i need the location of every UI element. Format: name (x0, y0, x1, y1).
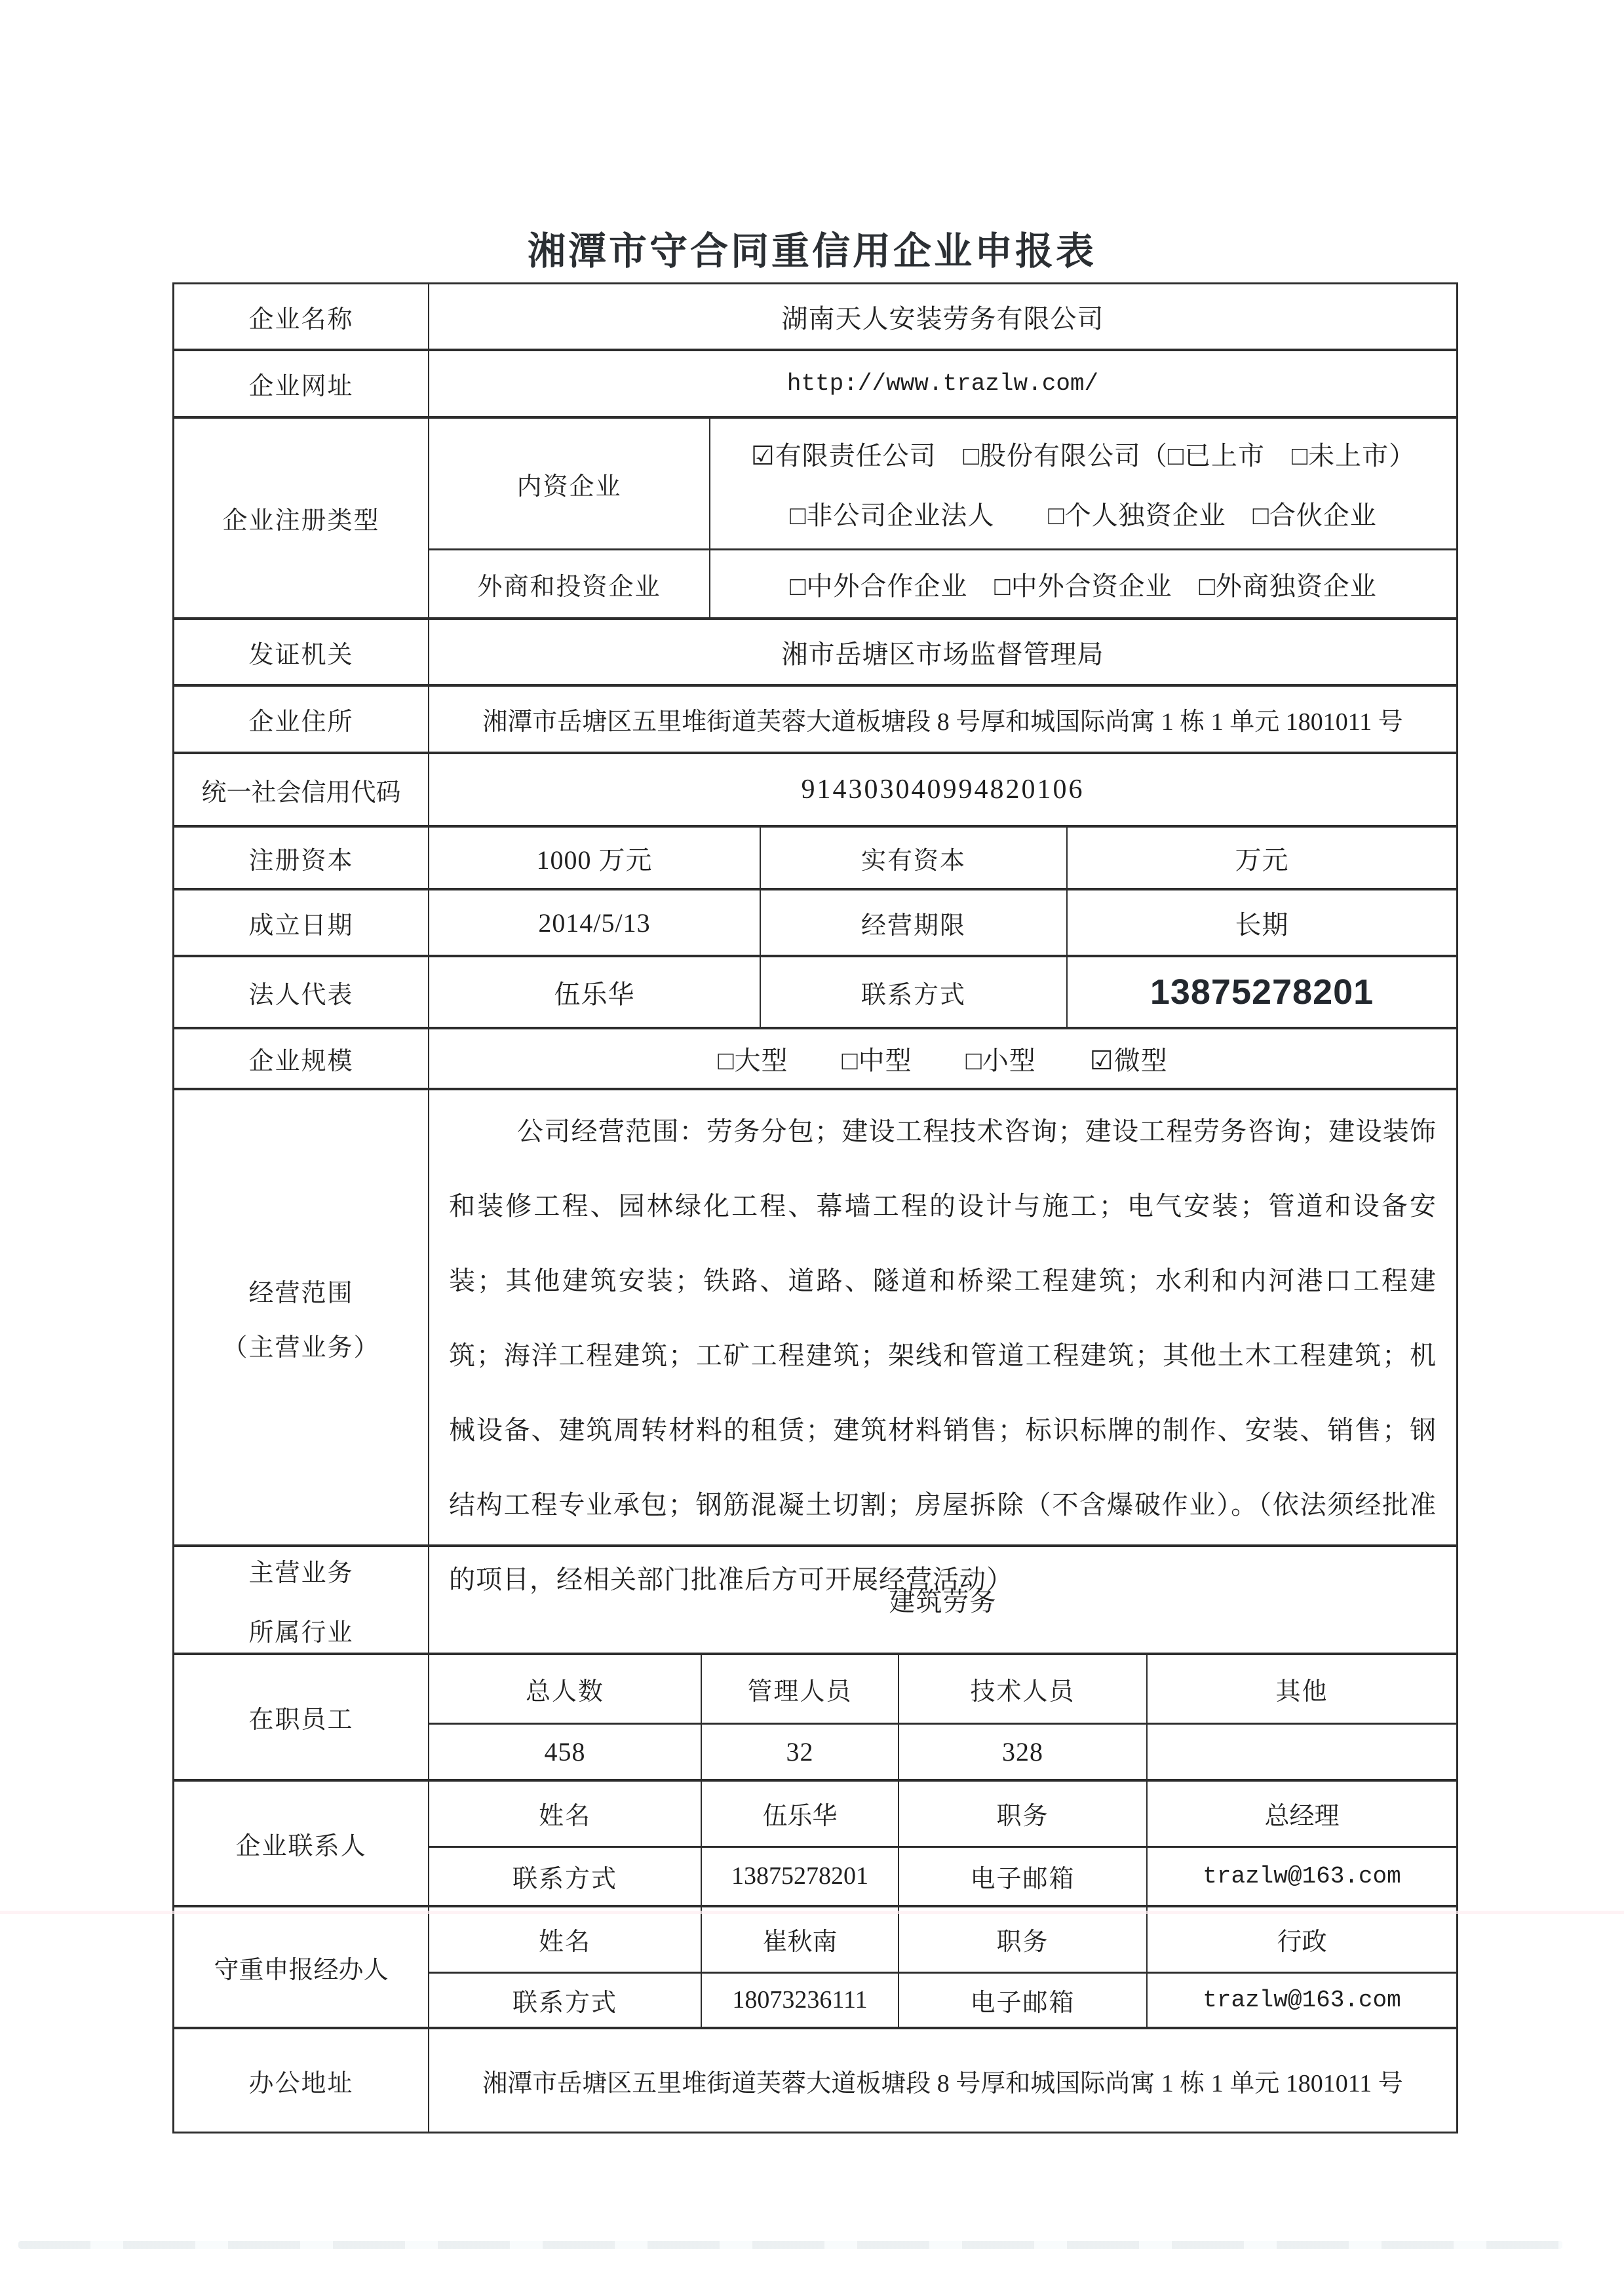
row-company-contact (174, 1782, 1456, 1907)
legal-rep-contact-label: 联系方式 (761, 957, 1068, 1027)
declaration-handler-subtable (429, 1907, 1456, 2027)
industry-value: 建筑劳务 (889, 1587, 997, 1617)
row-declaration-handler (174, 1907, 1456, 2029)
declaration-handler-label: 守重申报经办人 (174, 1907, 429, 2027)
company-scale-options: □大型 □中型 □小型 ☑微型 (718, 1046, 1168, 1075)
industry-label-line2: 所属行业 (248, 1618, 354, 1647)
company-address-label: 企业住所 (174, 687, 429, 752)
registration-domestic-row (429, 419, 1456, 550)
contact-title-value: 总经理 (1264, 1803, 1340, 1831)
legal-rep-contact-value: 13875278201 (1150, 972, 1374, 1012)
handler-title-value: 行政 (1277, 1928, 1327, 1957)
company-contact-name-row (429, 1782, 1456, 1848)
company-name-value: 湖南天人安装劳务有限公司 (781, 303, 1104, 334)
employees-technical-header: 技术人员 (899, 1655, 1148, 1723)
row-employees (174, 1655, 1456, 1782)
employees-label: 在职员工 (174, 1655, 429, 1779)
form-title: 湘潭市守合同重信用企业申报表 (527, 230, 1096, 273)
domestic-enterprise-label: 内资企业 (429, 419, 710, 548)
contact-name-value: 伍乐华 (702, 1782, 899, 1846)
handler-email-value: trazlw@163.com (1203, 1986, 1401, 2014)
business-scope-text: 公司经营范围：劳务分包；建设工程技术咨询；建设工程劳务咨询；建设装饰和装修工程、园林绿化工程、幕墙工程的设计与施工；电气安装；管道和设备安装；其他建筑安装；铁路、道路、隧道和桥梁工程建筑；水利和内河港口工程建筑；海洋工程建筑；工矿工程建筑；架线和管道工程建筑；其他土木工程建筑；机械设备、建筑周转材料的租赁；建筑材料销售；标识标牌的制作、安装、销售；钢结构工程专业承包；钢筋混凝土切割；房屋拆除（不含爆破作业）。（依法须经批准的项目，经相关部门批准后方可开展经营活动） (449, 1117, 1437, 1594)
row-website (174, 351, 1456, 419)
company-name-label: 企业名称 (174, 284, 429, 349)
employees-total-header: 总人数 (429, 1655, 702, 1723)
row-company-address (174, 687, 1456, 754)
foreign-enterprise-label: 外商和投资企业 (429, 550, 710, 617)
row-credit-code (174, 754, 1456, 828)
registration-foreign-row (429, 550, 1456, 617)
handler-title-label: 职务 (899, 1907, 1148, 1972)
employees-technical-value: 328 (899, 1725, 1148, 1779)
business-scope-text-cell (429, 1090, 1456, 1594)
company-address-value: 湘潭市岳塘区五里堆街道芙蓉大道板塘段 8 号厚和城国际尚寓 1 栋 1 单元 1801011 号 (482, 708, 1403, 736)
foreign-options-line: □中外合作企业 □中外合资企业 □外商独资企业 (790, 571, 1377, 601)
registered-capital-value: 1000 万元 (429, 828, 761, 888)
row-business-scope (174, 1090, 1456, 1594)
employees-subtable (429, 1655, 1456, 1779)
handler-name-value: 崔秋南 (702, 1907, 899, 1972)
credit-code-label: 统一社会信用代码 (174, 754, 429, 825)
row-company-scale (174, 1029, 1456, 1090)
issuing-authority-label: 发证机关 (174, 620, 429, 684)
domestic-options (710, 419, 1456, 548)
handler-phone-row (429, 1974, 1456, 2027)
issuing-authority-value: 湘市岳塘区市场监督管理局 (781, 639, 1104, 669)
handler-phone-value: 18073236111 (702, 1974, 899, 2027)
handler-name-row (429, 1907, 1456, 1974)
employees-values-row (429, 1725, 1456, 1779)
business-term-value: 长期 (1235, 909, 1289, 940)
contact-email-value: trazlw@163.com (1203, 1862, 1401, 1890)
credit-code-value: 914303040994820106 (801, 775, 1085, 805)
registration-type-label: 企业注册类型 (174, 419, 429, 617)
contact-email-label: 电子邮箱 (899, 1848, 1148, 1905)
row-issuing-authority (174, 620, 1456, 687)
contact-phone-label: 联系方式 (429, 1848, 702, 1905)
company-contact-subtable (429, 1782, 1456, 1905)
website-label: 企业网址 (174, 351, 429, 416)
handler-name-label: 姓名 (429, 1907, 702, 1972)
company-contact-phone-row (429, 1848, 1456, 1905)
employees-management-value: 32 (702, 1725, 899, 1779)
business-scope-label (174, 1090, 429, 1544)
company-scale-label: 企业规模 (174, 1029, 429, 1088)
legal-representative-value: 伍乐华 (429, 957, 761, 1027)
founding-date-label: 成立日期 (174, 890, 429, 955)
row-office-address (174, 2029, 1456, 2132)
contact-title-label: 职务 (899, 1782, 1148, 1846)
row-founding-date (174, 890, 1456, 957)
website-value: http://www.trazlw.com/ (786, 370, 1099, 397)
registration-type-groups (429, 419, 1456, 617)
row-registration-type (174, 419, 1456, 620)
row-legal-representative (174, 957, 1456, 1029)
employees-other-header: 其他 (1275, 1677, 1328, 1706)
business-scope-label-line2: （主营业务） (222, 1333, 380, 1362)
domestic-options-line1: ☑有限责任公司 □股份有限公司（□已上市 □未上市） (750, 441, 1416, 471)
industry-label-line1: 主营业务 (248, 1559, 354, 1587)
company-contact-label: 企业联系人 (174, 1782, 429, 1905)
scan-artifact-bottom-line (18, 2241, 1562, 2249)
business-term-label: 经营期限 (761, 890, 1068, 955)
employees-total-value: 458 (429, 1725, 702, 1779)
contact-name-label: 姓名 (429, 1782, 702, 1846)
row-capital (174, 828, 1456, 890)
row-company-name (174, 284, 1456, 351)
handler-phone-label: 联系方式 (429, 1974, 702, 2027)
handler-email-label: 电子邮箱 (899, 1974, 1148, 2027)
industry-label (174, 1547, 429, 1653)
contact-phone-value: 13875278201 (702, 1848, 899, 1905)
office-address-label: 办公地址 (174, 2029, 429, 2132)
scan-artifact-pink-streak (0, 1911, 1624, 1914)
registered-capital-label: 注册资本 (174, 828, 429, 888)
legal-representative-label: 法人代表 (174, 957, 429, 1027)
business-scope-label-line1: 经营范围 (248, 1279, 354, 1307)
employees-header-row (429, 1655, 1456, 1725)
row-industry (174, 1547, 1456, 1655)
founding-date-value: 2014/5/13 (429, 890, 761, 955)
paid-in-capital-label: 实有资本 (761, 828, 1068, 888)
domestic-options-line2: □非公司企业法人 □个人独资企业 □合伙企业 (790, 501, 1377, 531)
employees-other-value (1148, 1725, 1456, 1779)
employees-management-header: 管理人员 (702, 1655, 899, 1723)
office-address-value: 湘潭市岳塘区五里堆街道芙蓉大道板塘段 8 号厚和城国际尚寓 1 栋 1 单元 1801011 号 (482, 2069, 1403, 2097)
paid-in-capital-value: 万元 (1235, 845, 1289, 875)
application-form-table (172, 282, 1458, 2133)
